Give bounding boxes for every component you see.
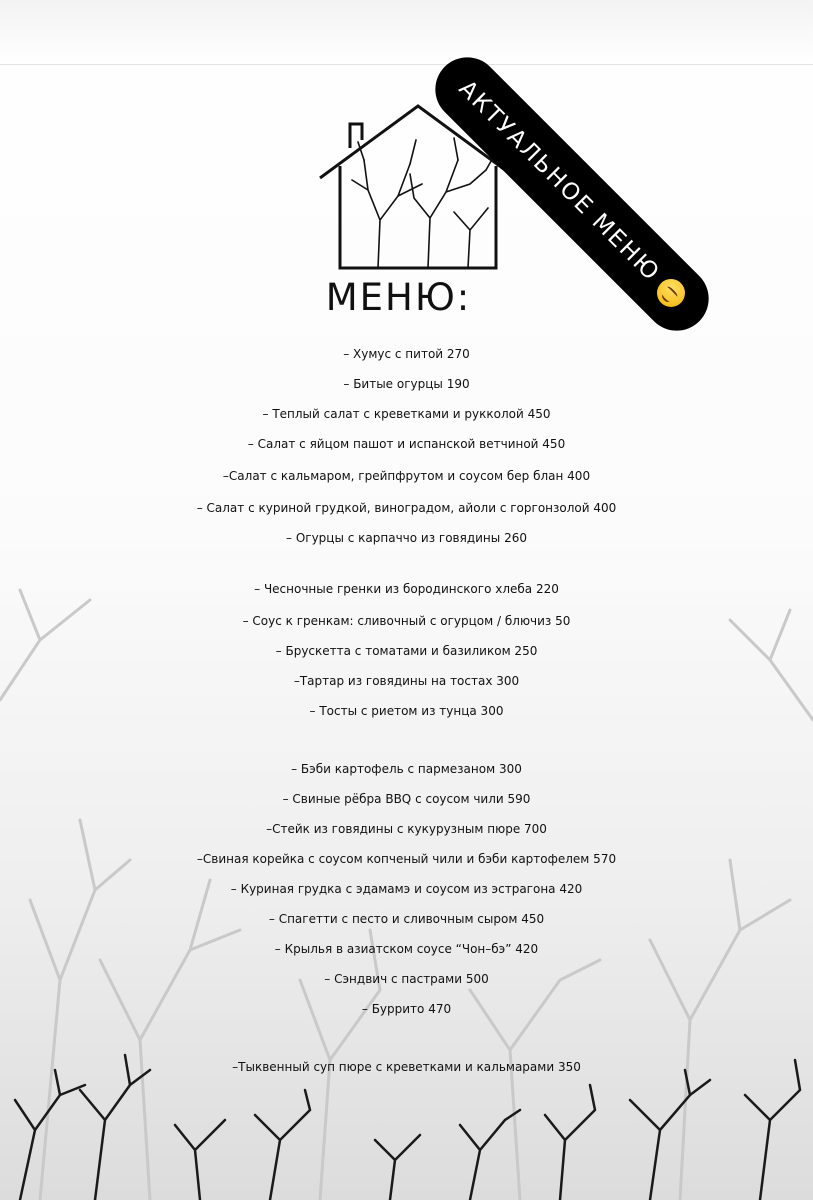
menu-item-smashed-cucumbers: – Битые огурцы 190 xyxy=(343,377,470,391)
menu-item-spaghetti: – Спагетти с песто и сливочным сыром 450 xyxy=(268,912,545,926)
menu-item-chicken-salad: – Салат с куриной грудкой, виноградом, айоли с горгонзолой 400 xyxy=(196,501,617,515)
menu-item-bruschetta: – Брускетта с томатами и базиликом 250 xyxy=(275,644,538,658)
menu-item-chicken-breast: – Куриная грудка с эдамамэ и соусом из эстрагона 420 xyxy=(230,882,583,896)
sticker-text: АКТУАЛЬНОЕ МЕНЮ xyxy=(453,75,665,287)
menu-item-beef-tartare: –Тартар из говядины на тостах 300 xyxy=(293,674,520,688)
menu-item-beef-steak: –Стейк из говядины с кукурузным пюре 700 xyxy=(266,822,547,836)
menu-item-baby-potatoes: – Бэби картофель с пармезаном 300 xyxy=(291,762,522,776)
menu-item-hummus: – Хумус с питой 270 xyxy=(343,347,470,361)
menu-item-tuna-toasts: – Тосты с риетом из тунца 300 xyxy=(309,704,504,718)
menu-item-pork-ribs: – Свиные рёбра BBQ с соусом чили 590 xyxy=(282,792,531,806)
menu-item-pumpkin-soup: –Тыквенный суп пюре с креветками и кальмарами 350 xyxy=(232,1060,581,1074)
menu-item-wings: – Крылья в азиатском соусе “Чон–бэ” 420 xyxy=(274,942,539,956)
menu-item-shrimp-salad: – Теплый салат с креветками и рукколой 450 xyxy=(262,407,551,421)
menu-item-beef-carpaccio: – Огурцы с карпаччо из говядины 260 xyxy=(286,531,527,545)
menu-item-garlic-croutons: – Чесночные гренки из бородинского хлеба 220 xyxy=(254,582,559,596)
menu-title: МЕНЮ: xyxy=(325,276,472,319)
menu-item-burrito: – Буррито 470 xyxy=(361,1002,452,1016)
menu-item-squid-salad: –Салат с кальмаром, грейпфрутом и соусом бер блан 400 xyxy=(222,469,591,483)
menu-item-pork-loin: –Свиная корейка с соусом копченый чили и бэби картофелем 570 xyxy=(196,852,617,866)
menu-item-crouton-sauce: – Соус к гренкам: сливочный с огурцом / блючиз 50 xyxy=(242,614,571,628)
menu-item-pastrami-sandwich: – Сэндвич с пастрами 500 xyxy=(324,972,489,986)
menu-item-poached-egg-salad: – Салат с яйцом пашот и испанской ветчиной 450 xyxy=(247,437,566,451)
